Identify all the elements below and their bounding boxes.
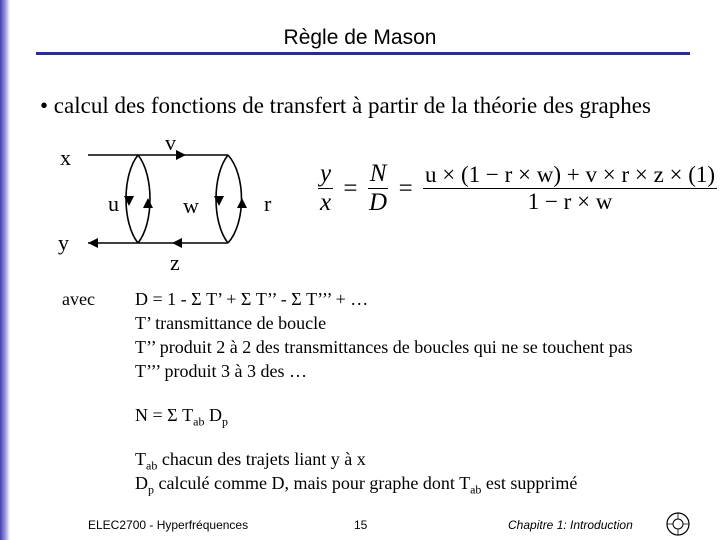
t-triple-prime-definition: T’’’ produit 3 à 3 des … [135,361,307,381]
arrow-z [172,238,182,248]
branch-v-label: v [165,130,176,155]
node-y-label: y [58,230,69,255]
bullet-text: • calcul des fonctions de transfert à partir de la théorie des graphes [40,93,651,118]
dp-definition [135,473,577,498]
eq-lhs-numerator: y [320,160,332,187]
university-logo-icon [664,510,692,538]
equals-sign-2: = [398,174,413,202]
branch-u-label: u [108,191,119,216]
dp-end: est supprimé [481,473,578,493]
branch-z-label: z [170,250,180,275]
eq-lhs-denominator: x [320,189,332,216]
t-prime-definition: T’ transmittance de boucle [135,313,327,333]
eq-mid-numerator: N [369,160,387,187]
t-double-prime-definition: T’’ produit 2 à 2 des transmittances de boucles qui ne se touchent pas [135,337,633,357]
fraction-result [423,162,717,215]
dp-sub-ab: ab [470,482,482,497]
d-definition: D = 1 - Σ T’ + Σ T’’ - Σ T’’’ + … [135,289,369,309]
n-definition [135,405,228,430]
dp-main: D [135,473,148,493]
eq-rhs-numerator: u × (1 − r × w) + v × r × z × (1) [425,162,716,187]
arrow-r [237,198,247,208]
fraction-n-over-d [368,160,389,217]
branch-r [228,155,242,243]
tab-rest: chacun des trajets liant y à x [157,449,366,469]
eq-rhs-denominator: 1 − r × w [527,189,613,214]
footer-chapter: Chapitre 1: Introduction [508,518,633,532]
tab-sub: ab [146,458,158,473]
tab-definition [135,449,366,474]
tab-main: T [135,449,146,469]
arrow-v [176,150,186,160]
dp-rest: calculé comme D, mais pour graphe dont T [154,473,471,493]
arrow-y [88,238,98,248]
n-mid: D [204,405,222,425]
avec-label: avec [62,289,95,309]
dp-sub: p [148,482,154,497]
branch-r-label: r [264,191,272,216]
n-sub-ab: ab [193,414,205,429]
eq-mid-denominator: D [369,189,388,216]
footer-course: ELEC2700 - Hyperfréquences [88,518,249,532]
n-prefix: N = Σ T [135,405,194,425]
fraction-y-over-x [318,160,333,217]
mason-equation [318,160,717,217]
arrow-u-inner [143,198,153,208]
n-sub-p: p [221,414,228,429]
slide-title: Règle de Mason [283,26,437,49]
branch-w-label: w [183,193,199,218]
equals-sign: = [343,174,358,202]
footer-page-number: 15 [354,518,368,532]
node-x-label: x [60,145,71,170]
